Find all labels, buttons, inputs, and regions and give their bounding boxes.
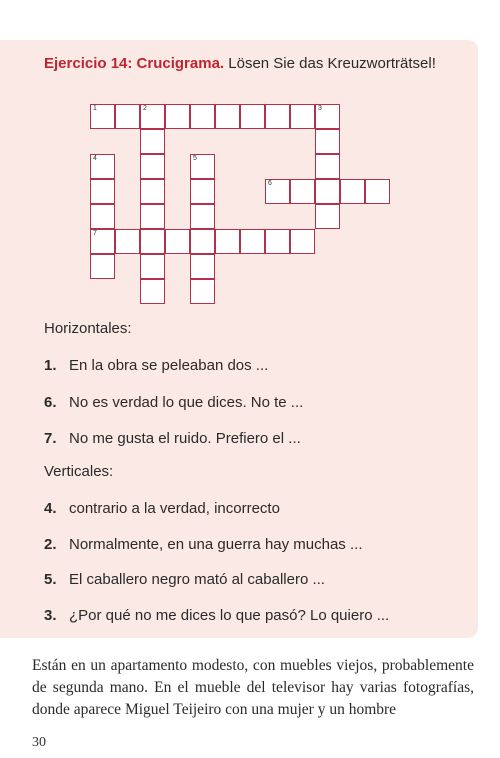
crossword-cell[interactable] xyxy=(90,204,115,229)
crossword-cell[interactable] xyxy=(90,104,115,129)
clue-number: 3. xyxy=(44,607,57,624)
clue-number: 2. xyxy=(44,536,57,553)
clue-number-label: 5 xyxy=(193,155,197,162)
clue-number-label: 4 xyxy=(93,155,97,162)
clue-text: No es verdad lo que dices. No te ... xyxy=(69,394,304,411)
crossword-cell[interactable] xyxy=(140,229,165,254)
crossword-cell[interactable] xyxy=(240,229,265,254)
crossword-cell[interactable] xyxy=(190,279,215,304)
crossword-cell[interactable] xyxy=(140,279,165,304)
crossword-cell[interactable] xyxy=(215,229,240,254)
crossword-cell[interactable] xyxy=(115,104,140,129)
clue-number-label: 2 xyxy=(143,105,147,112)
crossword-cell[interactable] xyxy=(340,179,365,204)
crossword-cell[interactable] xyxy=(140,204,165,229)
crossword-cell[interactable] xyxy=(140,154,165,179)
clue-number: 1. xyxy=(44,357,57,374)
crossword-cell[interactable] xyxy=(140,104,165,129)
exercise-instruction: Lösen Sie das Kreuzworträtsel! xyxy=(228,55,436,72)
clue-text: contrario a la verdad, incorrecto xyxy=(69,500,280,517)
clue-number: 6. xyxy=(44,394,57,411)
clue-number: 4. xyxy=(44,500,57,517)
clue-number: 7. xyxy=(44,430,57,447)
clue-number-label: 1 xyxy=(93,105,97,112)
crossword-cell[interactable] xyxy=(190,229,215,254)
crossword-cell[interactable] xyxy=(190,154,215,179)
crossword-cell[interactable] xyxy=(290,179,315,204)
verticales-heading: Verticales: xyxy=(44,463,114,480)
crossword-cell[interactable] xyxy=(90,229,115,254)
clue-number-label: 6 xyxy=(268,180,272,187)
crossword-cell[interactable] xyxy=(265,229,290,254)
crossword-cell[interactable] xyxy=(115,229,140,254)
crossword-cell[interactable] xyxy=(315,204,340,229)
clue-number-label: 3 xyxy=(318,105,322,112)
clue-text: Normalmente, en una guerra hay muchas ... xyxy=(69,536,363,553)
exercise-heading: Ejercicio 14: Crucigrama. xyxy=(44,55,225,72)
body-text xyxy=(32,655,474,721)
crossword-cell[interactable] xyxy=(315,129,340,154)
clue-horizontal-7 xyxy=(44,430,301,447)
paragraph: Están en un apartamento modesto, con muebles viejos, probablemente de segunda mano. En el mueble del televisor hay varias fotografías, donde aparece Miguel Teijeiro con una mujer y un hombre xyxy=(32,657,474,718)
crossword-cell[interactable] xyxy=(315,179,340,204)
crossword-cell[interactable] xyxy=(190,254,215,279)
crossword-cell[interactable] xyxy=(165,104,190,129)
crossword-cell[interactable] xyxy=(315,154,340,179)
crossword-cell[interactable] xyxy=(240,104,265,129)
crossword-cell[interactable] xyxy=(90,254,115,279)
crossword-cell[interactable] xyxy=(290,104,315,129)
page-number: 30 xyxy=(32,735,46,750)
crossword-cell[interactable] xyxy=(265,104,290,129)
crossword-cell[interactable] xyxy=(90,154,115,179)
crossword-cell[interactable] xyxy=(90,179,115,204)
crossword-cell[interactable] xyxy=(140,129,165,154)
clue-horizontal-1 xyxy=(44,357,268,374)
crossword-grid xyxy=(0,0,500,320)
clue-text: No me gusta el ruido. Prefiero el ... xyxy=(69,430,301,447)
clue-vertical-3 xyxy=(44,607,389,624)
crossword-cell[interactable] xyxy=(315,104,340,129)
crossword-cell[interactable] xyxy=(190,179,215,204)
crossword-cell[interactable] xyxy=(290,229,315,254)
horizontales-heading: Horizontales: xyxy=(44,320,132,337)
crossword-cell[interactable] xyxy=(365,179,390,204)
clue-number-label: 7 xyxy=(93,230,97,237)
crossword-cell[interactable] xyxy=(165,229,190,254)
clue-vertical-5 xyxy=(44,571,325,588)
crossword-cell[interactable] xyxy=(140,254,165,279)
clue-text: El caballero negro mató al caballero ... xyxy=(69,571,325,588)
clue-vertical-2 xyxy=(44,536,362,553)
clue-text: En la obra se peleaban dos ... xyxy=(69,357,269,374)
clue-horizontal-6 xyxy=(44,394,303,411)
clue-text: ¿Por qué no me dices lo que pasó? Lo quiero ... xyxy=(69,607,390,624)
crossword-cell[interactable] xyxy=(265,179,290,204)
crossword-cell[interactable] xyxy=(215,104,240,129)
crossword-cell[interactable] xyxy=(190,204,215,229)
clue-number: 5. xyxy=(44,571,57,588)
crossword-cell[interactable] xyxy=(140,179,165,204)
clue-vertical-4 xyxy=(44,500,280,517)
crossword-cell[interactable] xyxy=(190,104,215,129)
